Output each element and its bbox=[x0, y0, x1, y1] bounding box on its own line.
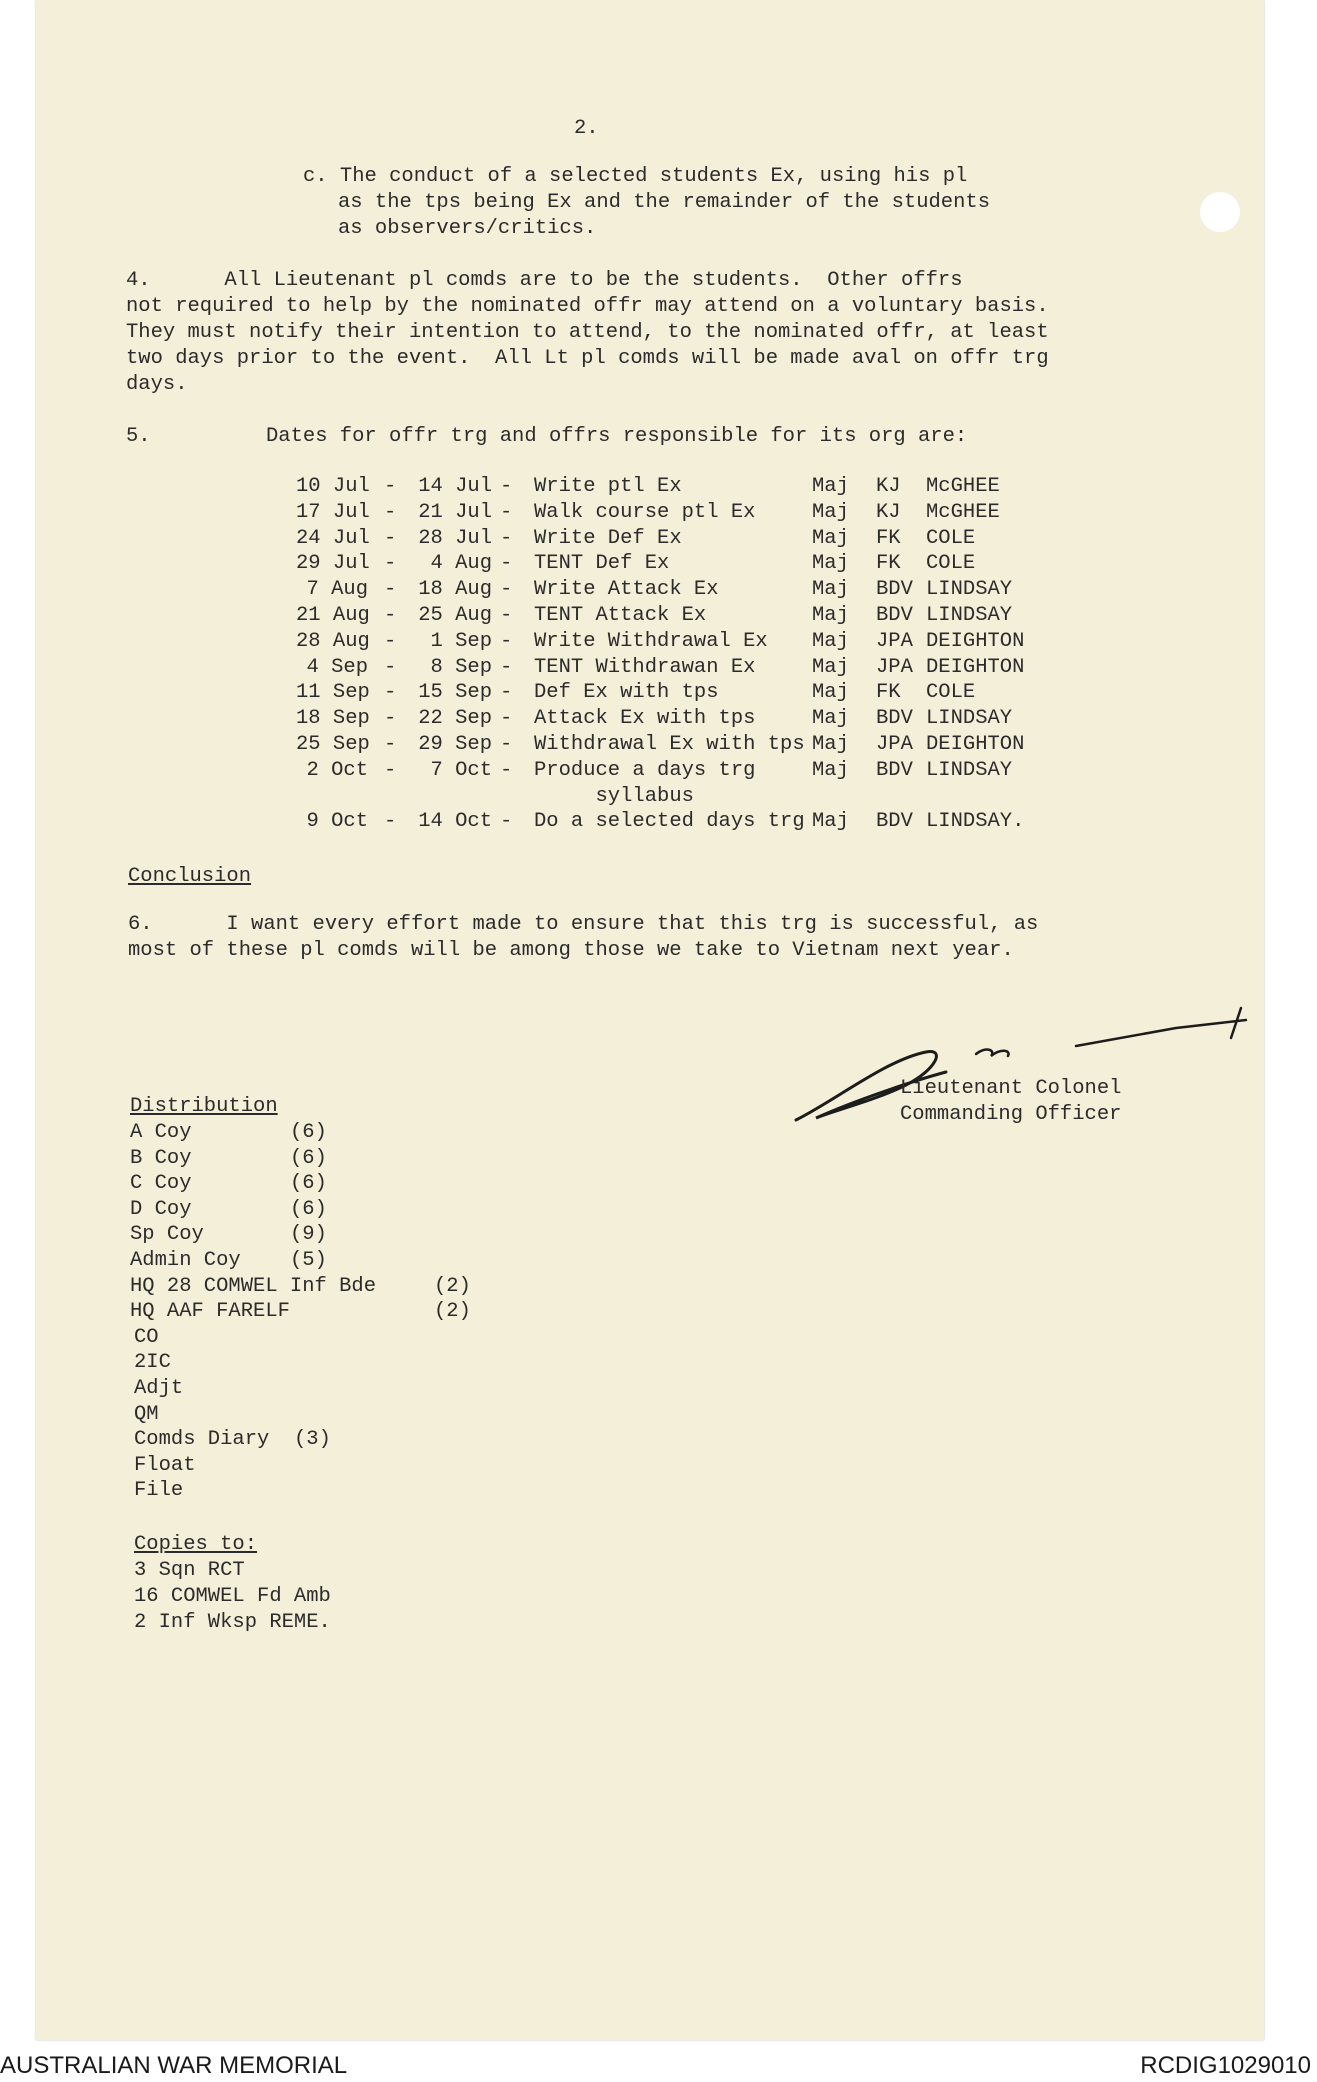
schedule-name: COLE bbox=[926, 681, 976, 705]
schedule-rank: Maj bbox=[812, 707, 849, 731]
schedule-initials: BDV bbox=[876, 604, 913, 627]
distribution-item bbox=[130, 1197, 530, 1223]
distribution-item bbox=[130, 1146, 530, 1172]
schedule-task: Write ptl Ex bbox=[534, 475, 682, 498]
schedule-dash: - bbox=[384, 475, 397, 498]
schedule-dash: - bbox=[384, 629, 397, 653]
schedule-rank: Maj bbox=[812, 758, 849, 782]
schedule-to: 15 Sep bbox=[418, 681, 492, 705]
distribution-count: (2) bbox=[434, 1274, 471, 1298]
schedule-name: LINDSAY bbox=[926, 604, 1013, 627]
para-4-line: 4. All Lieutenant pl comds are to be the students. Other offrs bbox=[126, 269, 963, 292]
schedule-name: LINDSAY bbox=[926, 707, 1013, 731]
schedule-from: 10 Jul bbox=[296, 475, 370, 498]
schedule-name: DEIGHTON bbox=[926, 655, 1025, 679]
copies-item: 2 Inf Wksp REME. bbox=[134, 1611, 331, 1634]
signature-title: Lieutenant Colonel bbox=[900, 1077, 1122, 1100]
punch-hole bbox=[1200, 192, 1240, 232]
schedule-name: LINDSAY bbox=[926, 578, 1013, 602]
distribution-count: (9) bbox=[290, 1223, 327, 1247]
para-4-line: days. bbox=[126, 373, 188, 396]
schedule-to: 14 Jul bbox=[418, 475, 492, 498]
schedule-from: 2 Oct bbox=[306, 758, 368, 782]
distribution-unit: File bbox=[134, 1479, 184, 1503]
distribution-unit: CO bbox=[134, 1325, 159, 1349]
schedule-task: TENT Def Ex bbox=[534, 552, 670, 576]
para-c-line: as observers/critics. bbox=[338, 217, 597, 240]
schedule-to: 8 Sep bbox=[430, 655, 492, 679]
schedule-dash: - bbox=[384, 758, 397, 782]
schedule-dash: - bbox=[500, 604, 513, 627]
schedule-rank: Maj bbox=[812, 733, 849, 756]
distribution-unit: D Coy bbox=[130, 1197, 192, 1221]
schedule-dash: - bbox=[384, 526, 397, 550]
schedule-rank: Maj bbox=[812, 552, 849, 576]
schedule-to: 14 Oct bbox=[418, 810, 492, 834]
distribution-unit: Comds Diary bbox=[134, 1428, 270, 1452]
distribution-unit: A Coy bbox=[130, 1121, 192, 1144]
distribution-heading: Distribution bbox=[130, 1095, 278, 1118]
schedule-task: Write Def Ex bbox=[534, 526, 682, 550]
schedule-task: syllabus bbox=[534, 784, 694, 808]
schedule-initials: BDV bbox=[876, 578, 913, 602]
schedule-to: 25 Aug bbox=[418, 604, 492, 627]
schedule-initials: FK bbox=[876, 552, 901, 576]
schedule-dash: - bbox=[384, 500, 397, 524]
schedule-from: 17 Jul bbox=[296, 500, 370, 524]
distribution-unit: B Coy bbox=[130, 1146, 192, 1170]
copies-item: 16 COMWEL Fd Amb bbox=[134, 1585, 331, 1608]
schedule-task: Withdrawal Ex with tps bbox=[534, 733, 805, 756]
schedule-dash: - bbox=[384, 681, 397, 705]
schedule-dash: - bbox=[500, 526, 513, 550]
schedule-initials: JPA bbox=[876, 733, 913, 756]
schedule-task: TENT Withdrawan Ex bbox=[534, 655, 756, 679]
schedule-dash: - bbox=[384, 604, 397, 627]
distribution-item bbox=[130, 1222, 530, 1248]
distribution-item bbox=[130, 1325, 530, 1351]
schedule-rank: Maj bbox=[812, 526, 849, 550]
schedule-name: COLE bbox=[926, 552, 976, 576]
schedule-from: 25 Sep bbox=[296, 733, 370, 756]
schedule-dash: - bbox=[384, 578, 397, 602]
schedule-from: 24 Jul bbox=[296, 526, 370, 550]
distribution-item bbox=[130, 1402, 530, 1428]
schedule-rank: Maj bbox=[812, 810, 849, 834]
distribution-item bbox=[130, 1478, 530, 1504]
distribution-unit: HQ AAF FARELF bbox=[130, 1300, 290, 1324]
distribution-count: (6) bbox=[290, 1172, 327, 1196]
schedule-task: Attack Ex with tps bbox=[534, 707, 756, 731]
distribution-item bbox=[130, 1427, 530, 1453]
schedule-name: DEIGHTON bbox=[926, 629, 1025, 653]
schedule-dash: - bbox=[500, 500, 513, 524]
schedule-to: 7 Oct bbox=[430, 758, 492, 782]
distribution-item bbox=[130, 1248, 530, 1274]
schedule-task: Write Attack Ex bbox=[534, 578, 719, 602]
para-c-line: as the tps being Ex and the remainder of the students bbox=[338, 191, 991, 214]
para-4-line: They must notify their intention to attend, to the nominated offr, at least bbox=[126, 321, 1049, 344]
schedule-dash: - bbox=[500, 758, 513, 782]
schedule-dash: - bbox=[384, 707, 397, 731]
distribution-item bbox=[130, 1171, 530, 1197]
schedule-to: 21 Jul bbox=[418, 500, 492, 524]
document-page bbox=[36, 0, 1264, 2040]
schedule-dash: - bbox=[500, 733, 513, 756]
schedule-task: Def Ex with tps bbox=[534, 681, 719, 705]
schedule-task: Write Withdrawal Ex bbox=[534, 629, 768, 653]
copies-item: 3 Sqn RCT bbox=[134, 1559, 245, 1582]
schedule-name: LINDSAY. bbox=[926, 810, 1025, 834]
schedule-rank: Maj bbox=[812, 578, 849, 602]
schedule-initials: JPA bbox=[876, 655, 913, 679]
schedule-task: Walk course ptl Ex bbox=[534, 500, 756, 524]
schedule-name: McGHEE bbox=[926, 475, 1000, 498]
schedule-dash: - bbox=[384, 810, 397, 834]
schedule-initials: BDV bbox=[876, 810, 913, 834]
conclusion-line: most of these pl comds will be among those we take to Vietnam next year. bbox=[128, 939, 1014, 962]
schedule-initials: BDV bbox=[876, 707, 913, 731]
schedule-to: 18 Aug bbox=[418, 578, 492, 602]
para-c-line: c. The conduct of a selected students Ex, using his pl bbox=[303, 165, 968, 188]
schedule-dash: - bbox=[500, 655, 513, 679]
schedule-initials: FK bbox=[876, 526, 901, 550]
schedule-to: 22 Sep bbox=[418, 707, 492, 731]
schedule-initials: KJ bbox=[876, 500, 901, 524]
schedule-from: 28 Aug bbox=[296, 629, 370, 653]
para-5-text: Dates for offr trg and offrs responsible for its org are: bbox=[266, 425, 968, 448]
distribution-item bbox=[130, 1299, 530, 1325]
copies-heading: Copies to: bbox=[134, 1533, 258, 1556]
schedule-task: Produce a days trg bbox=[534, 758, 756, 782]
schedule-name: DEIGHTON bbox=[926, 733, 1025, 756]
distribution-count: (6) bbox=[290, 1146, 327, 1170]
signature-title: Commanding Officer bbox=[900, 1103, 1122, 1126]
schedule-from: 7 Aug bbox=[306, 578, 368, 602]
schedule-dash: - bbox=[384, 733, 397, 756]
schedule-from: 18 Sep bbox=[296, 707, 370, 731]
schedule-initials: JPA bbox=[876, 629, 913, 653]
footer-reference-id: RCDIG1029010 bbox=[1140, 2052, 1311, 2079]
schedule-to: 28 Jul bbox=[418, 526, 492, 550]
distribution-unit: Float bbox=[134, 1453, 196, 1477]
distribution-count: (5) bbox=[290, 1249, 327, 1272]
distribution-unit: HQ 28 COMWEL Inf Bde bbox=[130, 1274, 377, 1298]
distribution-unit: QM bbox=[134, 1402, 159, 1426]
schedule-name: LINDSAY bbox=[926, 758, 1013, 782]
schedule-dash: - bbox=[500, 681, 513, 705]
schedule-to: 4 Aug bbox=[430, 552, 492, 576]
distribution-item bbox=[130, 1350, 530, 1376]
conclusion-heading: Conclusion bbox=[128, 865, 252, 888]
schedule-task: Do a selected days trg bbox=[534, 810, 805, 834]
distribution-count: (2) bbox=[434, 1300, 471, 1324]
distribution-count: (6) bbox=[290, 1197, 327, 1221]
para-4-line: two days prior to the event. All Lt pl comds will be made aval on offr trg bbox=[126, 347, 1049, 370]
distribution-unit: Adjt bbox=[134, 1377, 184, 1400]
conclusion-line: 6. I want every effort made to ensure that this trg is successful, as bbox=[128, 913, 1039, 936]
distribution-item bbox=[130, 1120, 530, 1146]
footer-archive-name: AUSTRALIAN WAR MEMORIAL bbox=[0, 2052, 348, 2079]
schedule-from: 4 Sep bbox=[306, 655, 368, 679]
distribution-unit: Sp Coy bbox=[130, 1223, 204, 1247]
distribution-unit: C Coy bbox=[130, 1172, 192, 1196]
schedule-from: 11 Sep bbox=[296, 681, 370, 705]
distribution-item bbox=[130, 1274, 530, 1300]
schedule-initials: BDV bbox=[876, 758, 913, 782]
schedule-initials: KJ bbox=[876, 475, 901, 498]
distribution-item bbox=[130, 1376, 530, 1402]
schedule-initials: FK bbox=[876, 681, 901, 705]
distribution-unit: Admin Coy bbox=[130, 1249, 241, 1272]
schedule-task: TENT Attack Ex bbox=[534, 604, 707, 627]
schedule-name: McGHEE bbox=[926, 500, 1000, 524]
schedule-rank: Maj bbox=[812, 500, 849, 524]
distribution-count: (6) bbox=[290, 1121, 327, 1144]
para-4-line: not required to help by the nominated offr may attend on a voluntary basis. bbox=[126, 295, 1049, 318]
schedule-dash: - bbox=[500, 707, 513, 731]
distribution-unit: 2IC bbox=[134, 1351, 171, 1375]
schedule-rank: Maj bbox=[812, 604, 849, 627]
schedule-to: 1 Sep bbox=[430, 629, 492, 653]
schedule-dash: - bbox=[500, 578, 513, 602]
schedule-dash: - bbox=[384, 552, 397, 576]
schedule-dash: - bbox=[500, 810, 513, 834]
schedule-dash: - bbox=[500, 552, 513, 576]
schedule-to: 29 Sep bbox=[418, 733, 492, 756]
schedule-rank: Maj bbox=[812, 475, 849, 498]
schedule-from: 29 Jul bbox=[296, 552, 370, 576]
schedule-from: 9 Oct bbox=[306, 810, 368, 834]
schedule-rank: Maj bbox=[812, 629, 849, 653]
schedule-name: COLE bbox=[926, 526, 976, 550]
para-5-number: 5. bbox=[126, 425, 151, 448]
schedule-dash: - bbox=[500, 629, 513, 653]
schedule-dash: - bbox=[384, 655, 397, 679]
schedule-dash: - bbox=[500, 475, 513, 498]
distribution-count: (3) bbox=[294, 1428, 331, 1452]
distribution-item bbox=[130, 1453, 530, 1479]
schedule-rank: Maj bbox=[812, 655, 849, 679]
schedule-rank: Maj bbox=[812, 681, 849, 705]
schedule-from: 21 Aug bbox=[296, 604, 370, 627]
page-number: 2. bbox=[574, 117, 599, 140]
